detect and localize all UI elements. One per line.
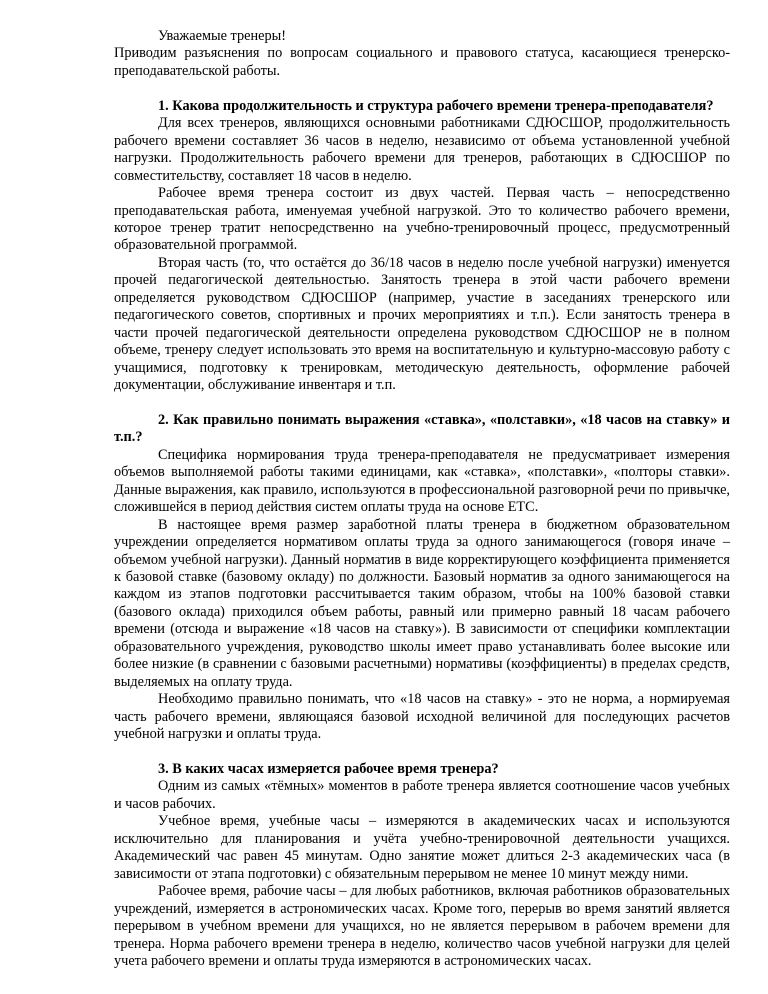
section-2-question: 2. Как правильно понимать выражения «ставка», «полставки», «18 часов на ставку» и т.п.?	[114, 411, 730, 446]
spacer	[114, 744, 730, 761]
section-2-paragraph-2: В настоящее время размер заработной платы тренера в бюджетном образовательном учреждении определяется нормативом оплаты труда за одного занимающегося (говоря иначе – объемом учебной нагрузки). Данный норматив в виде корректирующего коэффициента применяется к базовой ставке (базовому окладу) по должности. Базовый норматив за одного занимающегося на каждом из этапов подготовки рассчитывается таким образом, чтобы на 100% базовой ставки (базового оклада) приходился объем работы, равный или примерно равный 18 часам рабочего времени (отсюда и выражение «18 часов на ставку»). В зависимости от специфики комплектации образовательного учреждения, руководство школы имеет право устанавливать более высокие или более низкие (в сравнении с базовыми расчетными) нормативы (коэффициенты) в пределах средств, выделяемых на оплату труда.	[114, 516, 730, 690]
spacer	[114, 80, 730, 97]
section-3-paragraph-3: Рабочее время, рабочие часы – для любых работников, включая работников образовательных учреждений, измеряется в астрономических часах. Кроме того, перерыв во время занятий является перерывом в учебном времени для учащихся, но не является перерывом в рабочем времени для тренера. Норма рабочего времени тренера в неделю, количество часов учебной нагрузки для целей учета рабочего времени и оплаты труда измеряются в астрономических часах.	[114, 883, 730, 969]
section-3-paragraph-2: Учебное время, учебные часы – измеряются в академических часах и используются исключительно для планирования и учёта учебно-тренировочной деятельности учащихся. Академический час равен 45 минутам. Одно занятие может длиться 2-3 академических часа (в зависимости от этапа подготовки) с обязательным перерывом не менее 10 минут между ними.	[114, 813, 730, 882]
section-1-question: 1. Какова продолжительность и структура рабочего времени тренера-преподавателя?	[158, 97, 714, 114]
document-body	[114, 28, 730, 970]
spacer	[114, 395, 730, 412]
greeting: Уважаемые тренеры!	[158, 28, 286, 44]
section-1-paragraph-1: Для всех тренеров, являющихся основными работниками СДЮСШОР, продолжительность рабочего времени составляет 36 часов в неделю, независимо от объема установленной учебной нагрузки. Продолжительность рабочего времени для тренеров, работающих в СДЮСШОР по совместительству, составляет 18 часов в неделю.	[114, 115, 730, 184]
section-1-paragraph-3: Вторая часть (то, что остаётся до 36/18 часов в неделю после учебной нагрузки) именуется прочей педагогической деятельностью. Занятость тренера в этой части рабочего времени определяется руководством СДЮСШОР (например, участие в заседаниях тренерского или педагогического советов, спортивных и прочих мероприятиях и т.п.). Если занятость тренера в части прочей педагогической деятельности определена руководством СДЮСШОР не в полном объеме, тренеру следует использовать это время на воспитательную и культурно-массовую работу с учащимися, подготовку к тренировкам, методическую деятельность, оформление рабочей документации, обслуживание инвентаря и т.п.	[114, 254, 730, 394]
section-3-paragraph-1: Одним из самых «тёмных» моментов в работе тренера является соотношение часов учебных и часов рабочих.	[114, 778, 730, 812]
section-2-paragraph-3: Необходимо правильно понимать, что «18 часов на ставку» - это не норма, а нормируемая часть рабочего времени, являющаяся базовой исходной величиной для последующих расчетов учебной нагрузки и оплаты труда.	[114, 691, 730, 743]
section-1-paragraph-2: Рабочее время тренера состоит из двух частей. Первая часть – непосредственно преподавательская работа, именуемая учебной нагрузкой. Это то количество рабочего времени, которое тренер тратит непосредственно на учебно-тренировочный процесс, предусмотренный образовательной программой.	[114, 185, 730, 254]
intro-paragraph: Приводим разъяснения по вопросам социального и правового статуса, касающиеся тренерско-преподавательской работы.	[114, 45, 730, 79]
section-2-paragraph-1: Специфика нормирования труда тренера-преподавателя не предусматривает измерения объемов выполняемой работы такими единицами, как «ставка», «полставки», «полторы ставки». Данные выражения, как правило, используются в профессиональной разговорной речи по привычке, сложившейся в период действия систем оплаты труда на основе ЕТС.	[114, 446, 730, 516]
section-3-question: 3. В каких часах измеряется рабочее время тренера?	[158, 760, 499, 777]
